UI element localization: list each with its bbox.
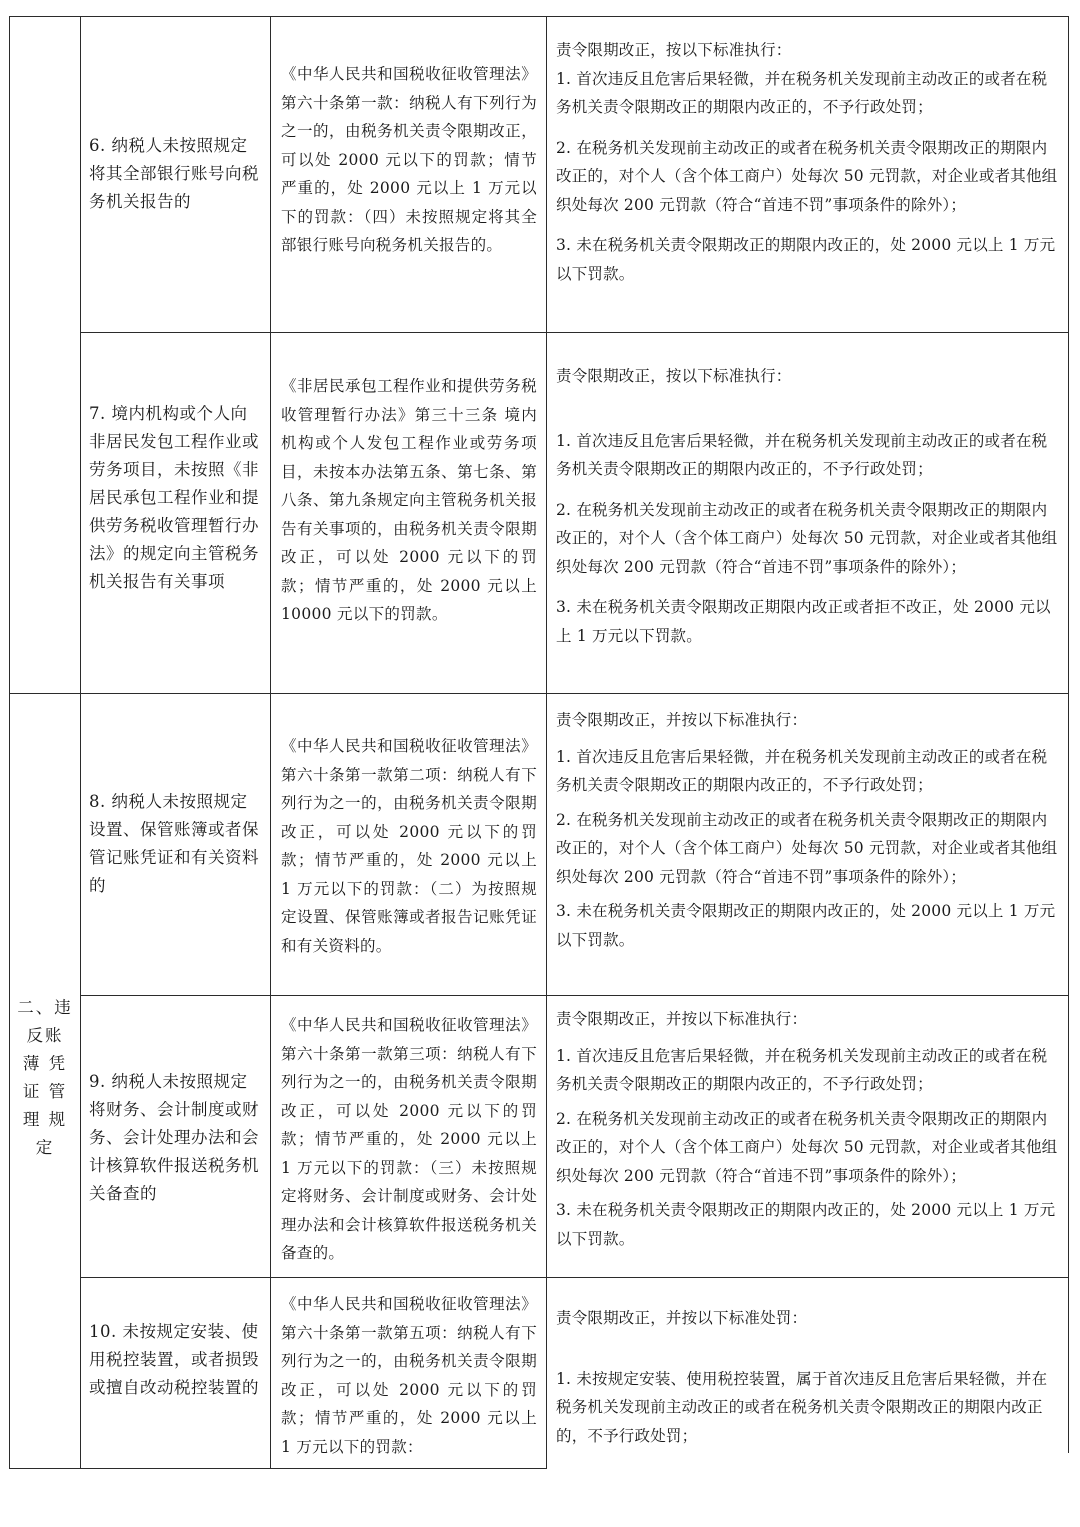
table-row-law: 《中华人民共和国税收征收管理法》第六十条第一款：纳税人有下列行为之一的，由税务机关责令限期改正，可以处 2000 元以下的罚款；情节严重的，处 2000 元以上 1 万元以下的罚款：（四）未按照规定将其全部银行账号向税务机关报告的。 (281, 65, 537, 254)
rule-line: 责令限期改正，按以下标准执行： (556, 41, 792, 59)
table-row-item: 6. 纳税人未按照规定将其全部银行账号向税务机关报告的 (89, 136, 259, 211)
category-label-line: 定 (35, 1138, 55, 1157)
row-divider (80, 332, 1069, 333)
rule-line: 3. 未在税务机关责令限期改正的期限内改正的，处 2000 元以上 1 万元以下罚款。 (556, 236, 1056, 283)
rule-line: 3. 未在税务机关责令限期改正的期限内改正的，处 2000 元以上 1 万元以下罚款。 (556, 1201, 1056, 1248)
table-row-law: 《非居民承包工程作业和提供劳务税收管理暂行办法》第三十三条 境内机构或个人发包工程作业或劳务项目，未按本办法第五条、第七条、第八条、第九条规定向主管税务机关报告有关事项的，由税务机关责令限期改正，可以处 2000 元以下的罚款；情节严重的，处 2000 元以上 10000 元以下的罚款。 (281, 377, 537, 623)
table-row-law: 《中华人民共和国税收征收管理法》第六十条第一款第三项：纳税人有下列行为之一的，由税务机关责令限期改正，可以处 2000 元以下的罚款；情节严重的，处 2000 元以上 1 万元以下的罚款：（三）未按照规定将财务、会计制度或财务、会计处理办法和会计核算软件报送税务机关备查的。 (281, 1016, 537, 1262)
table-row-item: 8. 纳税人未按照规定设置、保管账簿或者保管记账凭证和有关资料的 (89, 792, 259, 895)
rule-line: 2. 在税务机关发现前主动改正的或者在税务机关责令限期改正的期限内改正的，对个人（含个体工商户）处每次 50 元罚款，对企业或者其他组织处每次 200 元罚款（符合“首违不罚”事项条件的除外）； (556, 1109, 1058, 1185)
rule-line: 2. 在税务机关发现前主动改正的或者在税务机关责令限期改正的期限内改正的，对个人（含个体工商户）处每次 50 元罚款，对企业或者其他组织处每次 200 元罚款（符合“首违不罚”事项条件的除外）； (556, 500, 1058, 576)
category-label-line: 证 管 (22, 1082, 68, 1101)
rule-line: 3. 未在税务机关责令限期改正期限内改正或者拒不改正，处 2000 元以上 1 万元以下罚款。 (556, 598, 1051, 645)
rule-line: 责令限期改正，按以下标准执行： (556, 367, 792, 385)
table-row-law: 《中华人民共和国税收征收管理法》第六十条第一款第五项：纳税人有下列行为之一的，由税务机关责令限期改正，可以处 2000 元以下的罚款；情节严重的，处 2000 元以上 1 万元以下的罚款： (281, 1295, 537, 1456)
rule-line: 责令限期改正，并按以下标准处罚： (556, 1309, 808, 1327)
row-divider (9, 693, 1069, 694)
rule-line: 1. 首次违反且危害后果轻微，并在税务机关发现前主动改正的或者在税务机关责令限期改正的期限内改正的，不予行政处罚； (556, 431, 1048, 478)
table-row-item: 10. 未按规定安装、使用税控装置，或者损毁或擅自改动税控装置的 (89, 1322, 259, 1397)
category-label-line: 二、违 (17, 998, 73, 1017)
category-label-line: 反账 (26, 1026, 64, 1045)
table-column-divider (546, 16, 547, 1469)
category-label (10, 994, 80, 1162)
rule-line: 责令限期改正，并按以下标准执行： (556, 1010, 808, 1028)
table-border-top (9, 16, 1069, 17)
table-row-law: 《中华人民共和国税收征收管理法》第六十条第一款第二项：纳税人有下列行为之一的，由税务机关责令限期改正，可以处 2000 元以下的罚款；情节严重的，处 2000 元以上 1 万元以下的罚款：（二）为按照规定设置、保管账簿或者报告记账凭证和有关资料的。 (281, 737, 537, 955)
rule-line: 2. 在税务机关发现前主动改正的或者在税务机关责令限期改正的期限内改正的，对个人（含个体工商户）处每次 50 元罚款，对企业或者其他组织处每次 200 元罚款（符合“首违不罚”事项条件的除外）； (556, 138, 1058, 214)
table-row-rules (556, 362, 1061, 650)
table-column-divider (80, 16, 81, 1469)
rule-line: 1. 首次违反且危害后果轻微，并在税务机关发现前主动改正的或者在税务机关责令限期改正的期限内改正的，不予行政处罚； (556, 747, 1048, 794)
table-row-rules (556, 1304, 1061, 1450)
table-row-rules (556, 706, 1061, 954)
rule-line: 1. 首次违反且危害后果轻微，并在税务机关发现前主动改正的或者在税务机关责令限期改正的期限内改正的，不予行政处罚； (556, 1046, 1048, 1093)
rule-line: 责令限期改正，并按以下标准执行： (556, 711, 808, 729)
table-row-rules (556, 1005, 1061, 1253)
category-label-line: 薄 凭 (22, 1054, 68, 1073)
rule-line: 1. 首次违反且危害后果轻微，并在税务机关发现前主动改正的或者在税务机关责令限期改正的期限内改正的，不予行政处罚； (556, 69, 1048, 116)
rule-line: 3. 未在税务机关责令限期改正的期限内改正的，处 2000 元以上 1 万元以下罚款。 (556, 902, 1056, 949)
category-label-line: 理 规 (22, 1110, 68, 1129)
table-border-bottom (9, 1468, 547, 1469)
table-border-right (1068, 16, 1069, 1453)
table-row-item: 9. 纳税人未按照规定将财务、会计制度或财务、会计处理办法和会计核算软件报送税务机关备查的 (89, 1072, 259, 1203)
row-divider (80, 995, 1069, 996)
table-column-divider (270, 16, 271, 1469)
table-row-item: 7. 境内机构或个人向非居民发包工程作业或劳务项目，未按照《非居民承包工程作业和提供劳务税收管理暂行办法》的规定向主管税务机关报告有关事项 (89, 404, 259, 591)
rule-line: 1. 未按规定安装、使用税控装置，属于首次违反且危害后果轻微，并在税务机关发现前主动改正的或者在税务机关责令限期改正的期限内改正的，不予行政处罚； (556, 1369, 1048, 1445)
table-row-rules (556, 36, 1061, 288)
table-border-left (9, 16, 10, 1469)
rule-line: 2. 在税务机关发现前主动改正的或者在税务机关责令限期改正的期限内改正的，对个人（含个体工商户）处每次 50 元罚款，对企业或者其他组织处每次 200 元罚款（符合“首违不罚”事项条件的除外）； (556, 810, 1058, 886)
row-divider (80, 1277, 1069, 1278)
